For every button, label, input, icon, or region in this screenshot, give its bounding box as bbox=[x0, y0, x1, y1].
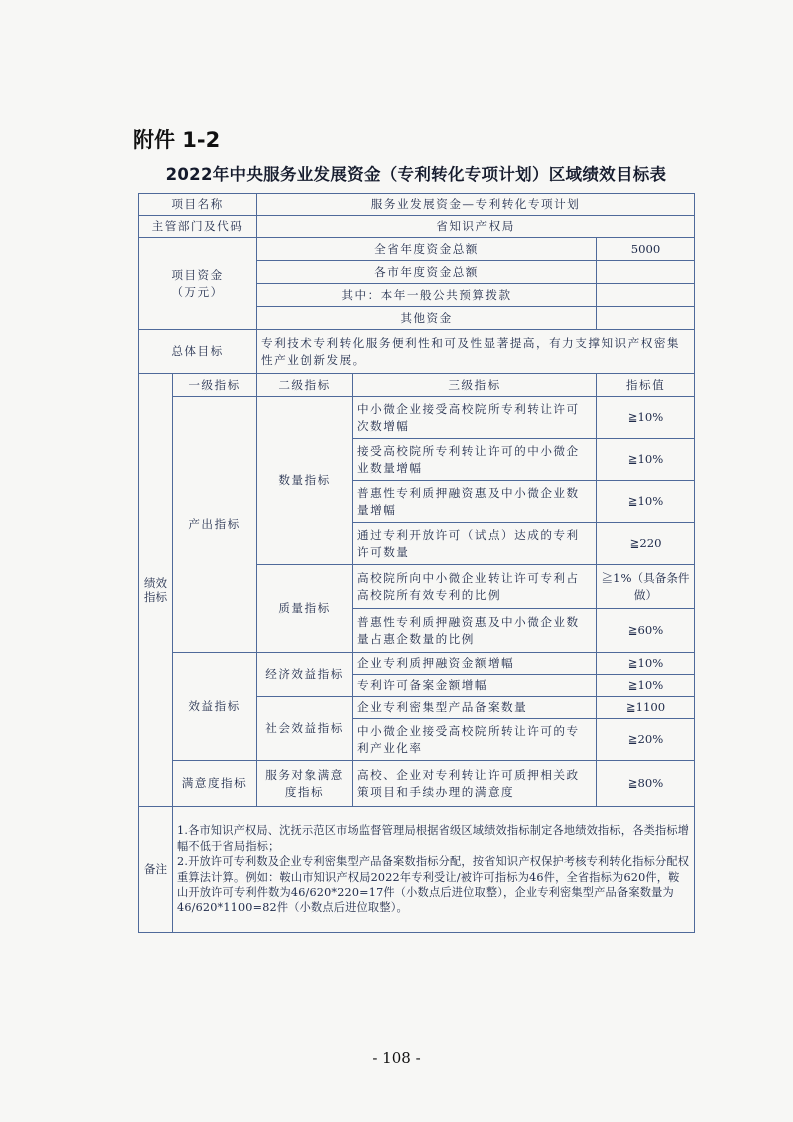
header-level1: 一级指标 bbox=[173, 374, 257, 397]
indicator-text: 高校院所向中小微企业转让许可专利占高校院所有效专利的比例 bbox=[353, 565, 597, 609]
fund-value: 5000 bbox=[597, 238, 695, 261]
document-title: 2022年中央服务业发展资金（专利转化专项计划）区域绩效目标表 bbox=[165, 165, 667, 184]
benefit-label: 效益指标 bbox=[173, 653, 257, 761]
service-label: 服务对象满意度指标 bbox=[257, 761, 353, 807]
fund-value bbox=[597, 284, 695, 307]
indicator-text: 通过专利开放许可（试点）达成的专利许可数量 bbox=[353, 523, 597, 565]
indicator-value: ≧80% bbox=[597, 761, 695, 807]
remark-text bbox=[173, 807, 695, 933]
indicator-value: ≧60% bbox=[597, 609, 695, 653]
economic-label: 经济效益指标 bbox=[257, 653, 353, 697]
indicator-text: 普惠性专利质押融资惠及中小微企业数量占惠企数量的比例 bbox=[353, 609, 597, 653]
satisfaction-label: 满意度指标 bbox=[173, 761, 257, 807]
output-label: 产出指标 bbox=[173, 397, 257, 653]
indicator-value: ≧10% bbox=[597, 675, 695, 697]
social-label: 社会效益指标 bbox=[257, 697, 353, 761]
dept-label: 主管部门及代码 bbox=[139, 216, 257, 238]
performance-table bbox=[138, 193, 695, 933]
remark-label: 备注 bbox=[139, 807, 173, 933]
fund-label: 各市年度资金总额 bbox=[257, 261, 597, 284]
fund-value bbox=[597, 261, 695, 284]
page-number: - 108 - bbox=[372, 1049, 421, 1067]
indicator-value: ≧1100 bbox=[597, 697, 695, 719]
perf-label: 绩效指标 bbox=[139, 374, 173, 807]
indicator-value: ≧10% bbox=[597, 481, 695, 523]
header-value: 指标值 bbox=[597, 374, 695, 397]
indicator-value: ≧220 bbox=[597, 523, 695, 565]
fund-label: 其中：本年一般公共预算拨款 bbox=[257, 284, 597, 307]
indicator-value: ≧10% bbox=[597, 397, 695, 439]
quantity-label: 数量指标 bbox=[257, 397, 353, 565]
remark-line: 1.各市知识产权局、沈抚示范区市场监督管理局根据省级区域绩效指标制定各地绩效指标，各类指标增幅不低于省局指标； bbox=[177, 824, 690, 853]
remark-line: 2.开放许可专利数及企业专利密集型产品备案数指标分配，按省知识产权保护考核专利转化指标分配权重算法计算。例如：鞍山市知识产权局2022年专利受让/被许可指标为46件，全省指标为620件，鞍山开放许可专利件数为46/620*220=17件（小数点后进位取整），企业专利密集型产品备案数量为46/620*1100=82件（小数点后进位取整）。 bbox=[177, 855, 690, 915]
fund-value bbox=[597, 307, 695, 330]
indicator-text: 中小微企业接受高校院所专利转让许可次数增幅 bbox=[353, 397, 597, 439]
goal-label: 总体目标 bbox=[139, 330, 257, 374]
funds-label: 项目资金 （万元） bbox=[139, 238, 257, 330]
indicator-value: ≧10% bbox=[597, 653, 695, 675]
indicator-text: 中小微企业接受高校院所转让许可的专利产业化率 bbox=[353, 719, 597, 761]
indicator-value: ≧20% bbox=[597, 719, 695, 761]
header-level3: 三级指标 bbox=[353, 374, 597, 397]
project-name-label: 项目名称 bbox=[139, 194, 257, 216]
indicator-text: 专利许可备案金额增幅 bbox=[353, 675, 597, 697]
quality-label: 质量指标 bbox=[257, 565, 353, 653]
attachment-label: 附件 1-2 bbox=[133, 128, 221, 152]
indicator-text: 企业专利质押融资金额增幅 bbox=[353, 653, 597, 675]
indicator-text: 高校、企业对专利转让许可质押相关政策项目和手续办理的满意度 bbox=[353, 761, 597, 807]
indicator-value: ≧1%（具备条件做） bbox=[597, 565, 695, 609]
indicator-text: 普惠性专利质押融资惠及中小微企业数量增幅 bbox=[353, 481, 597, 523]
fund-label: 全省年度资金总额 bbox=[257, 238, 597, 261]
dept-value: 省知识产权局 bbox=[257, 216, 695, 238]
indicator-text: 企业专利密集型产品备案数量 bbox=[353, 697, 597, 719]
fund-label: 其他资金 bbox=[257, 307, 597, 330]
goal-text: 专利技术专利转化服务便利性和可及性显著提高，有力支撑知识产权密集性产业创新发展。 bbox=[257, 330, 695, 374]
project-name-value: 服务业发展资金—专利转化专项计划 bbox=[257, 194, 695, 216]
header-level2: 二级指标 bbox=[257, 374, 353, 397]
indicator-text: 接受高校院所专利转让许可的中小微企业数量增幅 bbox=[353, 439, 597, 481]
indicator-value: ≧10% bbox=[597, 439, 695, 481]
